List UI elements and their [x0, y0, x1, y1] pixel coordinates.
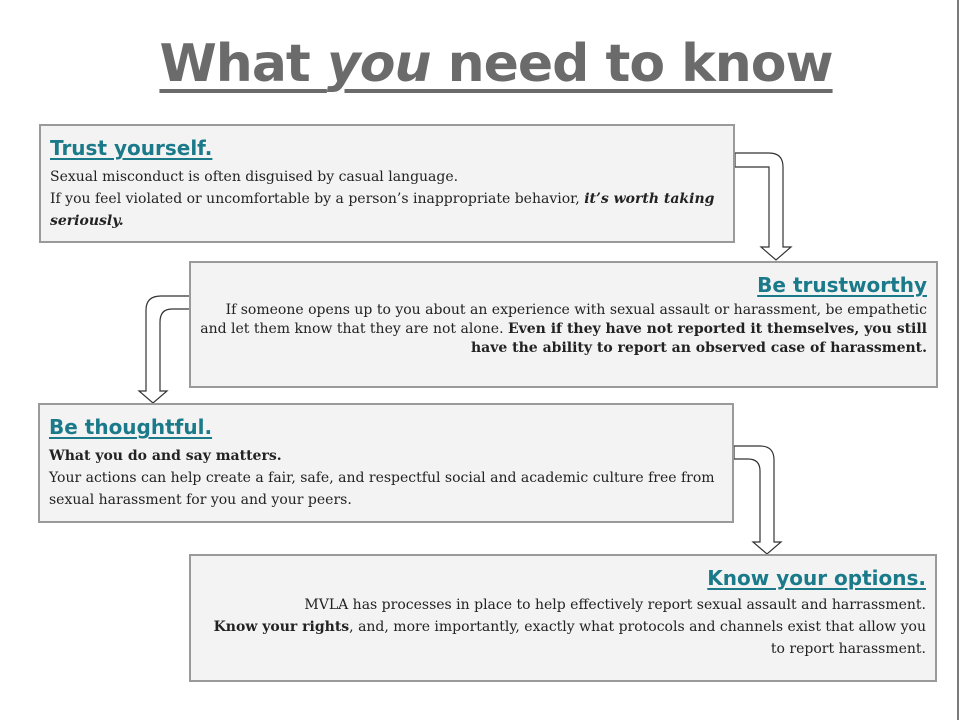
section-know-your-options: [189, 554, 937, 682]
section-body-be-trustworthy: [200, 301, 927, 358]
section-body-know-your-options: [200, 594, 926, 660]
section-body-be-thoughtful: [49, 445, 723, 511]
section-heading-trust-yourself: Trust yourself.: [50, 136, 213, 160]
know-your-options-rest: , and, more importantly, exactly what protocols and channels exist that allow you to report harassment.: [349, 619, 926, 657]
trust-yourself-line-2: If you feel violated or uncomfortable by a person’s inappropriate behavior,: [50, 191, 585, 207]
title-part-2: you: [326, 34, 431, 94]
know-your-options-line-1: MVLA has processes in place to help effectively report sexual assault and harrassment.: [304, 597, 926, 613]
be-thoughtful-bold-line: What you do and say matters.: [49, 448, 282, 464]
trust-yourself-emphasis: it’s worth taking seriously.: [50, 191, 715, 229]
title-part-1: What: [159, 34, 327, 94]
trust-yourself-line-1: Sexual misconduct is often disguised by casual language.: [50, 169, 459, 185]
section-heading-be-trustworthy: Be trustworthy: [757, 273, 927, 297]
be-trustworthy-text: If someone opens up to you about an experience with sexual assault or harassment, be empathetic and let them know that they are not alone.: [200, 302, 927, 337]
be-thoughtful-text: Your actions can help create a fair, safe, and respectful social and academic culture free from sexual harassment for you and your peers.: [49, 470, 715, 508]
flow-arrow-1: [735, 153, 791, 260]
section-heading-know-your-options: Know your options.: [707, 566, 926, 590]
section-body-trust-yourself: [50, 166, 724, 232]
title-part-3: need to know: [430, 34, 833, 94]
section-be-thoughtful: [38, 403, 734, 523]
section-heading-be-thoughtful: Be thoughtful.: [49, 415, 213, 439]
know-your-rights-bold: Know your rights: [213, 619, 350, 635]
be-trustworthy-bold-text: Even if they have not reported it themselves, you still have the ability to report an observed case of harassment.: [470, 321, 927, 356]
flow-arrow-2: [139, 296, 190, 403]
flow-arrow-3: [734, 446, 781, 554]
section-be-trustworthy: [189, 261, 938, 388]
section-trust-yourself: [39, 124, 735, 243]
